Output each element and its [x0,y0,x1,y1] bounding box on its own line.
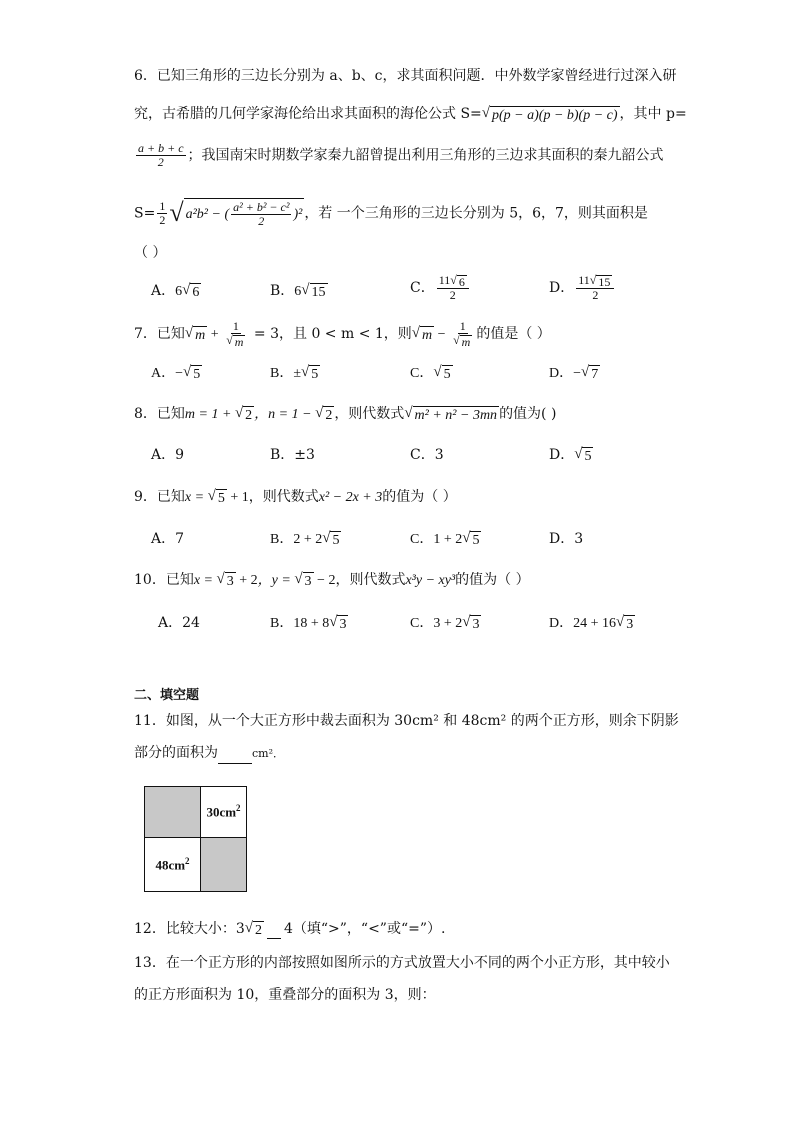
option-label: A． [151,283,176,299]
heron-radicand: p(p − a)(p − b)(p − c) [492,108,618,123]
option-radicand: 3 [472,617,480,632]
option-label: C．3 + 2 [410,616,463,631]
q10-option-d[interactable]: D．24 + 16 √ 3 [549,614,634,632]
half-num: 1 [159,199,166,213]
option-label: B．± [270,366,302,381]
q10-x-tail: + 2 [235,573,258,588]
option-radicand: 6 [192,285,200,300]
option-coef: 11 [578,273,590,287]
qin-part-b: )² [293,207,303,222]
q9-stem: 9．已知x = √ 5 + 1，则代数式x² − 2x + 3的值为（ ） [134,488,457,506]
p-numerator: a + b + c [138,141,184,155]
q9-text-a: 9．已知 [134,489,185,505]
q10-option-a[interactable]: A．24 [158,615,200,631]
q9-x-rad: 5 [217,491,225,506]
square-48 [145,838,201,891]
q10-text-a: 10．已知 [134,572,194,588]
option-radicand: 7 [591,367,599,382]
q6-line4 [134,196,648,231]
shaded-region-bottom-right [201,838,246,891]
q10-stem: 10．已知x = √ 3 + 2，y = √ 3 − 2，则代数式x³y − xy³的值为（ ） [134,571,530,589]
q10-text-tail: 的值为（ ） [455,572,530,588]
q7-stem: 7．已知 √ m + 1 √ m = 3，且 0 < m < 1，则 √ m − 1 √ m 的值是（ ） [134,319,551,350]
section-heading-fill-in: 二、填空题 [134,688,200,703]
q8-option-a[interactable]: A．9 [151,447,185,463]
q11-text-a: 部分的面积为 [134,745,218,761]
q11-answer-blank[interactable] [218,763,252,764]
option-label: C．1 + 2 [410,532,463,547]
q12-answer-blank[interactable] [267,938,281,939]
q8-text-b: ，则代数式 [334,406,405,422]
option-den: 2 [449,288,456,303]
q7-option-a[interactable]: A．− √ 5 [151,364,201,382]
q8-n-rad: 2 [325,408,333,423]
q10-option-b[interactable]: B．18 + 8 √ 3 [270,614,347,632]
q7-minus: − [434,327,450,343]
p-fraction [136,142,186,169]
q9-x-expr: x = [184,490,208,505]
heron-sqrt: √ p(p − a)(p − b)(p − c) [481,105,618,123]
option-fraction: 11 √ 6 2 [437,274,469,302]
q11-line2 [134,743,284,764]
q7-frac2-num: 1 [459,319,466,333]
q7-text-tail: 的值是（ ） [476,326,551,343]
q6-line1: 6．已知三角形的三边长分别为 a、b、c，求其面积问题．中外数学家曾经进行过深入研 [134,68,677,84]
square-30 [201,787,246,838]
q6-line2-text-a: 究，古希腊的几何学家海伦给出求其面积的海伦公式 S= [134,106,482,122]
q12-text-b: 4（填“>”，“<”或“=”）. [283,921,446,937]
q7-fraction: 1 √ m [226,319,244,350]
q10-x-expr: x = [193,573,217,588]
qin-sqrt: √ a²b² − ( $\frac{\text{a² + b² − c²}}{2}$ )² [169,196,304,231]
q9-option-c[interactable]: C．1 + 2 √ 5 [410,530,480,548]
option-label: D．− [549,366,582,381]
q6-option-d[interactable] [549,274,616,302]
option-radicand: 5 [332,533,340,548]
q9-option-a[interactable]: A．7 [151,531,185,547]
q8-option-b[interactable]: B．±3 [270,447,315,463]
option-radicand: 3 [626,617,634,632]
q6-option-c[interactable] [410,274,471,302]
q6-line3-text: ；我国南宋时期数学家秦九韶曾提出利用三角形的三边求其面积的秦九韶公式 [187,147,664,164]
q8-m-expr: m = 1 + [184,407,235,422]
option-fraction: 11 √ 15 2 [576,274,614,302]
q7-text-a: 7．已知 [134,326,185,343]
shaded-region-top-left [145,787,201,838]
q6-option-b[interactable] [270,280,328,303]
q11-square-figure [144,786,247,892]
option-radicand: 3 [339,617,347,632]
q12-text-a: 12．比较大小：3 [134,921,245,937]
q8-option-d[interactable]: D． √ 5 [549,446,592,464]
q10-y-expr: ，y = [257,573,295,588]
q6-answer-paren: （ ） [134,245,167,261]
option-label: C． [410,366,434,381]
q12-rad: 2 [254,923,262,938]
option-coef: 11 [438,273,451,287]
option-label: B．18 + 8 [270,616,330,631]
option-radicand: 6 [458,275,465,290]
q10-option-c[interactable]: C．3 + 2 √ 3 [410,614,480,632]
q9-option-d[interactable]: D．3 [549,531,584,547]
q9-text-b: ，则代数式 [248,489,319,505]
q7-option-c[interactable]: C． √ 5 [410,364,451,382]
q10-x-rad: 3 [226,574,234,589]
q10-text-b: ，则代数式 [335,572,406,588]
q13-line2: 的正方形面积为 10，重叠部分的面积为 3，则： [134,987,436,1003]
qin-fraction [231,201,291,228]
q7-frac-num: 1 [232,319,239,333]
option-radicand: 5 [584,449,592,464]
half-den: 2 [159,213,166,227]
option-radicand: 15 [598,275,611,290]
option-sqrt: √ 6 [182,282,200,300]
option-sqrt: √ 15 [301,282,326,300]
option-label: B． [270,283,295,299]
q8-n-expr: ，n = 1 − [254,407,316,422]
qin-num: a² + b² − c² [233,200,290,215]
qin-den: 2 [258,214,265,229]
q8-option-c[interactable]: C．3 [410,447,444,463]
q11-unit: cm²． [252,747,285,760]
q10-expr: x³y − xy³ [405,573,456,588]
q6-line3 [134,142,664,169]
p-denominator: 2 [157,155,164,169]
half-fraction [157,200,167,227]
option-coef: 6 [294,284,302,299]
q6-option-a[interactable] [151,280,201,303]
label-30-sup: 2 [236,803,241,814]
q9-option-b[interactable]: B．2 + 2 √ 5 [270,530,340,548]
option-radicand: 5 [472,533,480,548]
label-48cm2 [155,856,189,873]
q7-option-b[interactable]: B．± √ 5 [270,364,319,382]
option-radicand: 5 [443,367,451,382]
option-label: D． [549,447,575,463]
q8-m-rad: 2 [245,408,253,423]
q7-fraction-2: 1 √ m [453,319,471,350]
q8-radicand: m² + n² − 3mn [414,408,498,423]
q7-rad-m2: m [422,328,433,344]
label-30-text: 30cm [206,804,237,820]
label-30cm2 [206,803,240,820]
q9-x-tail: + 1 [226,490,249,505]
label-48-sup: 2 [185,855,190,866]
label-48-text: 48cm [155,857,186,873]
q9-expr: x² − 2x + 3 [318,490,383,505]
q7-text-eq: = 3，且 0 < m < 1，则 [249,326,412,343]
option-label: D．24 + 16 [549,616,617,631]
q13-line1: 13．在一个正方形的内部按照如图所示的方式放置大小不同的两个小正方形，其中较小 [134,955,670,971]
option-label: D． [549,280,575,297]
q10-y-tail: − 2 [313,573,336,588]
option-label: C． [410,280,435,297]
s-label: S= [134,205,156,222]
q6-line2 [134,104,687,124]
q12-stem: 12．比较大小：3 √ 2 4（填“>”，“<”或“=”）. [134,920,446,938]
q10-y-rad: 3 [304,574,312,589]
q7-plus: + [207,327,223,343]
option-radicand: 5 [311,367,319,382]
option-radicand: 15 [311,285,326,300]
q8-text-tail: 的值为( ) [499,406,557,422]
q8-stem: 8．已知m = 1 + √ 2 ，n = 1 − √ 2 ，则代数式 √ m² + n² − 3mn 的值为( ) [134,405,557,423]
q11-line1: 11．如图，从一个大正方形中裁去面积为 30cm² 和 48cm² 的两个正方形，则余下阴影 [134,713,679,729]
q9-text-tail: 的值为（ ） [382,489,457,505]
option-label: B．2 + 2 [270,532,323,547]
q7-option-d[interactable]: D．− √ 7 [549,364,599,382]
option-coef: 6 [175,284,183,299]
qin-part-a: a²b² − ( [185,207,230,222]
q7-frac2-den: m [461,335,471,350]
option-den: 2 [592,288,599,303]
q6-line2-text-b: ，其中 p= [619,106,687,122]
option-label: A．− [151,366,184,381]
option-radicand: 5 [193,367,201,382]
q7-rad-m: m [195,328,206,344]
q8-text-a: 8．已知 [134,406,185,422]
q6-line4-text: ，若 一个三角形的三边长分别为 5，6，7，则其面积是 [304,205,648,222]
q7-frac-den: m [234,335,244,350]
